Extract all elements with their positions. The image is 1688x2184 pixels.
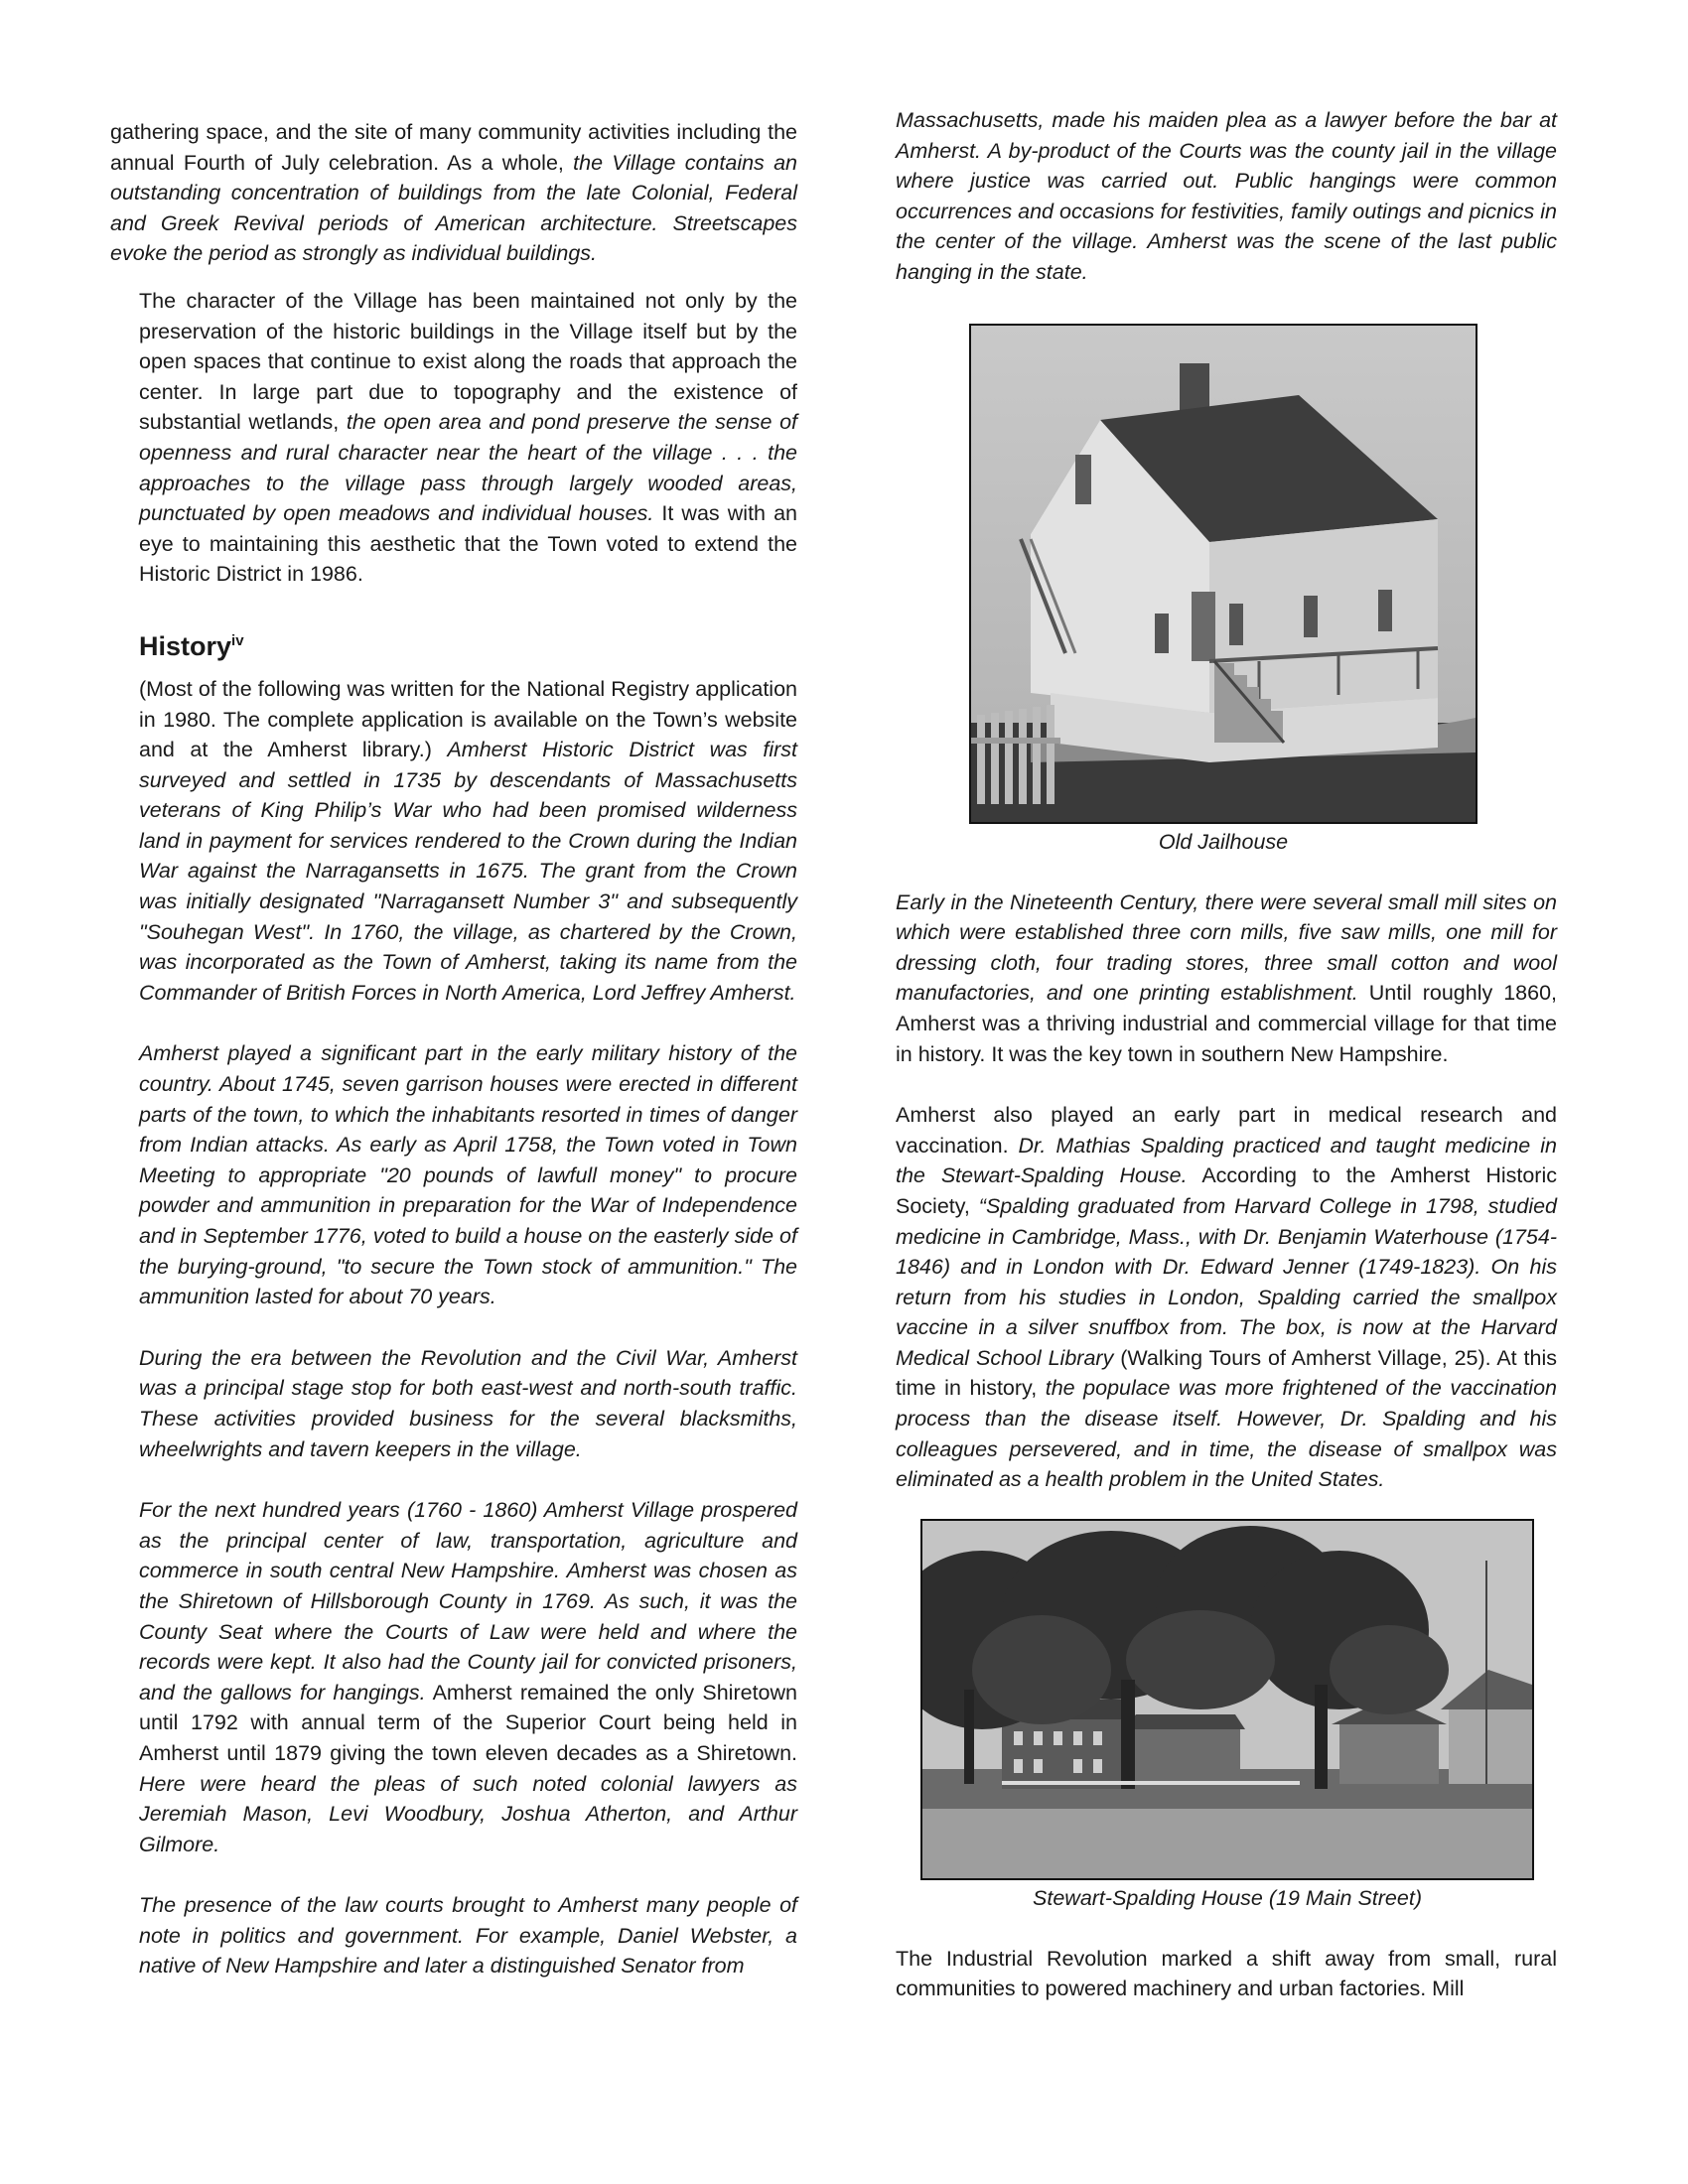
- left-column: [110, 117, 797, 1981]
- figure-caption-old-jailhouse: Old Jailhouse: [1158, 829, 1289, 854]
- italic-quote: Amherst Historic District was first surveyed and settled in 1735 by descendants of Massachusetts veterans of King Philip’s War who had been promised wilderness land in payment for services rendered to the Crown during the Indian War against the Narragansetts in 1675. The grant from the Crown was initially designated "Narragansett Number 3" and subsequently "Souhegan West". In 1760, the village, as chartered by the Crown, was incorporated as the Town of Amherst, taking its name from the Commander of British Forces in North America, Lord Jeffrey Amherst.: [139, 738, 798, 1005]
- paragraph-military-history: [139, 1038, 797, 1311]
- text-run: Until roughly 1860, Amherst was a thriving industrial and commercial village for that time in history. It was the key town in southern New Hampshire.: [896, 981, 1557, 1066]
- footnote-marker: iv: [231, 631, 244, 649]
- text-run: gathering space, and the site of many community activities including the annual Fourth of July celebration. As a whole,: [110, 120, 797, 175]
- italic-quote: For the next hundred years (1760 - 1860) Amherst Village prospered as the principal center of law, transportation, agriculture and commerce in south central New Hampshire. Amherst was chosen as the Shiretown of Hillsborough County in 1769. As such, it was the County Seat where the Courts of Law were held and where the records were kept. It also had the County jail for convicted prisoners, and the gallows for hangings.: [139, 1498, 797, 1705]
- italic-quote: the populace was more frightened of the vaccination process than the disease itself. However, Dr. Spalding and his colleagues persevered, and in time, the disease of smallpox was eliminated as a health problem in the United States.: [896, 1376, 1557, 1492]
- heading-text: History: [139, 630, 232, 661]
- text-run: It was with an eye to maintaining this aesthetic that the Town voted to extend the Historic District in 1986.: [139, 501, 797, 587]
- old-jailhouse-photo: [969, 324, 1477, 824]
- paragraph-village-overview: [110, 117, 797, 269]
- text-run: Amherst remained the only Shiretown until 1792 with annual term of the Superior Court being held in Amherst until 1879 giving the town eleven decades as a Shiretown.: [139, 1680, 797, 1765]
- italic-quote: Dr. Mathias Spalding practiced and taught medicine in the Stewart-Spalding House.: [896, 1133, 1557, 1188]
- figure-caption-stewart-spalding-house: Stewart-Spalding House (19 Main Street): [1033, 1885, 1422, 1910]
- italic-quote: the Village contains an outstanding concentration of buildings from the late Colonial, Federal and Greek Revival periods of American architecture. Streetscapes evoke the period as strongly as individual buildings.: [110, 150, 797, 266]
- paragraph-village-character: [139, 286, 797, 590]
- paragraph-stage-stop: [139, 1343, 797, 1464]
- paragraph-county-jail: [896, 105, 1557, 288]
- text-run: The Industrial Revolution marked a shift away from small, rural communities to powered machinery and urban factories. Mill: [896, 1946, 1557, 2001]
- paragraph-mill-sites: [896, 887, 1557, 1070]
- text-run: (Most of the following was written for the National Registry application in 1980. The complete application is available on the Town’s website and at the Amherst library.): [139, 676, 797, 762]
- history-heading: [139, 631, 797, 662]
- figure-old-jailhouse: [969, 324, 1477, 857]
- italic-quote: Massachusetts, made his maiden plea as a lawyer before the bar at Amherst. A by-product of the Courts was the county jail in the village where justice was carried out. Public hangings were common occurrences and occasions for festivities, family outings and picnics in the center of the village. Amherst was the scene of the last public hanging in the state.: [896, 108, 1557, 284]
- italic-quote: Amherst played a significant part in the early military history of the country. About 1745, seven garrison houses were erected in different parts of the town, to which the inhabitants resorted in times of danger from Indian attacks. As early as April 1758, the Town voted in Town Meeting to appropriate "20 pounds of lawfull money" to procure powder and ammunition in preparation for the War of Independence and in September 1776, voted to build a house on the easterly side of the burying-ground, "to secure the Town stock of ammunition." The ammunition lasted for about 70 years.: [139, 1041, 797, 1309]
- text-run: Amherst also played an early part in medical research and vaccination.: [896, 1103, 1557, 1158]
- paragraph-medical-research: [896, 1100, 1557, 1495]
- italic-quote: the open area and pond preserve the sense of openness and rural character near the heart of the village . . . the approaches to the village pass through largely wooded areas, punctuated by open meadows and individual houses.: [139, 410, 798, 526]
- stewart-spalding-house-photo: [920, 1519, 1534, 1880]
- right-column: [896, 105, 1557, 2004]
- paragraph-industrial-revolution: [896, 1944, 1557, 2004]
- text-run: The character of the Village has been maintained not only by the preservation of the historic buildings in the Village itself but by the open spaces that continue to exist along the roads that approach the center. In large part due to topography and the existence of substantial wetlands,: [139, 288, 797, 435]
- italic-quote: Early in the Nineteenth Century, there were several small mill sites on which were established three corn mills, five saw mills, one mill for dressing cloth, four trading stores, three small cotton and wool manufactories, and one printing establishment.: [896, 889, 1557, 1006]
- italic-quote: During the era between the Revolution and the Civil War, Amherst was a principal stage stop for both east-west and north-south traffic. These activities provided business for the several blacksmiths, wheelwrights and tavern keepers in the village.: [139, 1345, 797, 1461]
- paragraph-settlement: [139, 674, 797, 1009]
- italic-quote: Here were heard the pleas of such noted colonial lawyers as Jeremiah Mason, Levi Woodbury, Joshua Atherton, and Arthur Gilmore.: [139, 1771, 797, 1856]
- paragraph-law-courts: [139, 1890, 797, 1981]
- figure-stewart-spalding-house: [920, 1519, 1534, 1913]
- italic-quote: The presence of the law courts brought to Amherst many people of note in politics and government. For example, Daniel Webster, a native of New Hampshire and later a distinguished Senator from: [139, 1893, 797, 1979]
- text-run: (Walking Tours of Amherst Village, 25). At this time in history,: [896, 1345, 1557, 1401]
- text-run: According to the Amherst Historic Society,: [896, 1163, 1557, 1218]
- paragraph-shiretown: [139, 1495, 797, 1859]
- italic-quote: “Spalding graduated from Harvard College in 1798, studied medicine in Cambridge, Mass., with Dr. Benjamin Waterhouse (1754-1846) and in London with Dr. Edward Jenner (1749-1823). On his return from his studies in London, Spalding carried the smallpox vaccine in a silver snuffbox from. The box, is now at the Harvard Medical School Library: [896, 1193, 1558, 1370]
